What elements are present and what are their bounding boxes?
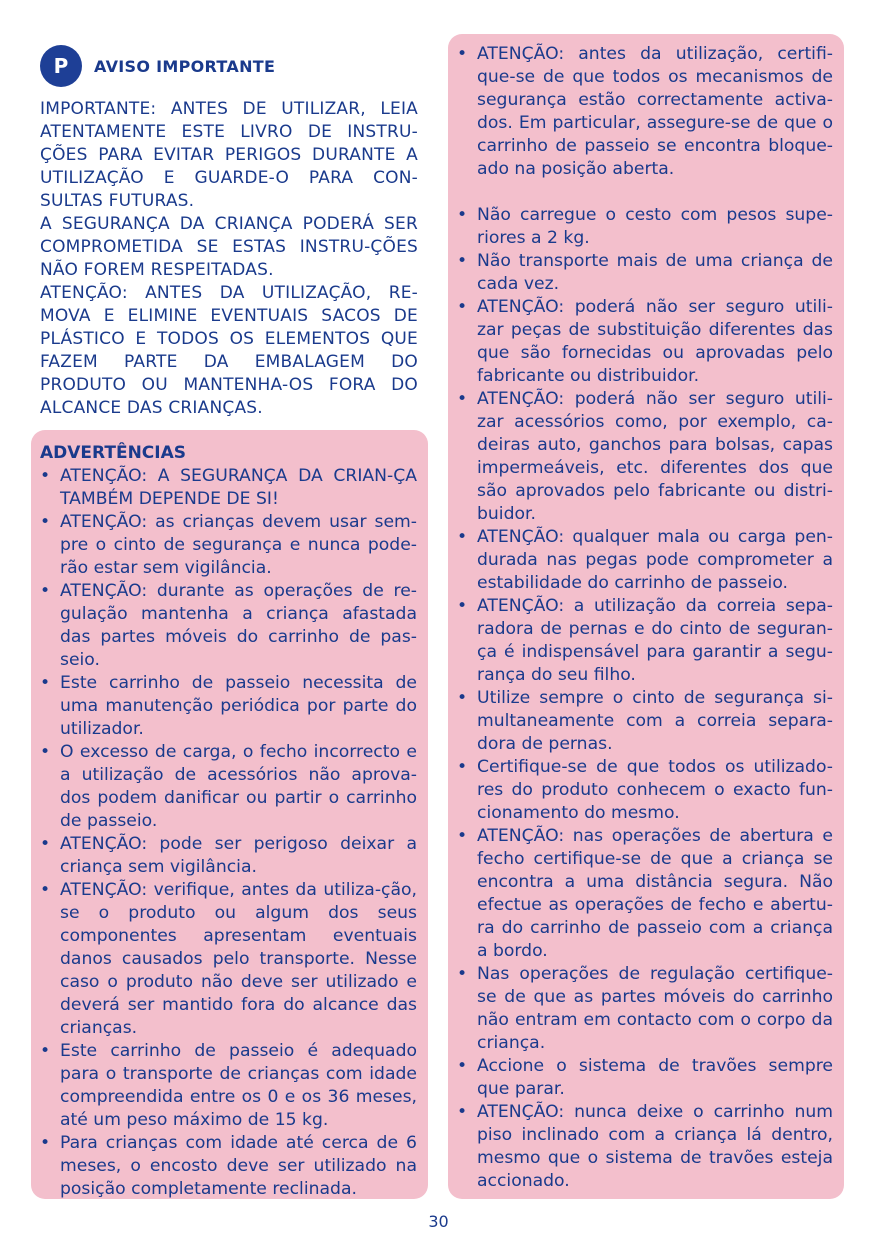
warning-item: • O excesso de carga, o fecho incorrecto e a utilização de acessórios não aprova-dos podem danificar ou partir o carrinho de passeio.	[40, 741, 417, 833]
warning-item: • ATENÇÃO: poderá não ser seguro utili-zar peças de substituição diferentes das que são fornecidas ou aprovadas pelo fabricante ou distribuidor.	[457, 296, 833, 388]
warnings-box-left	[31, 430, 428, 1199]
warning-item: • ATENÇÃO: nas operações de abertura e fecho certifique-se de que a criança se encontra a uma distância segura. Não efectue as operações de fecho e abertu-ra do carrinho de passeio com a criança a bordo.	[457, 825, 833, 963]
warning-item: • ATENÇÃO: poderá não ser seguro utili-zar acessórios como, por exemplo, ca-deiras auto, ganchos para bolsas, capas impermeáveis, etc. diferentes dos que são aprovados pelo fabricante ou distri-buidor.	[457, 388, 833, 526]
warning-item: • ATENÇÃO: pode ser perigoso deixar a criança sem vigilância.	[40, 833, 417, 879]
warning-item: • ATENÇÃO: verifique, antes da utiliza-ção, se o produto ou algum dos seus componentes apresentam eventuais danos causados pelo transporte. Nesse caso o produto não deve ser utilizado e deverá ser mantido fora do alcance das crianças.	[40, 879, 417, 1040]
warning-item: • ATENÇÃO: antes da utilização, certifi-que-se de que todos os mecanismos de segurança estão correctamente activa-dos. Em particular, assegure-se de que o carrinho de passeio se encontra bloque-ado na posição aberta.	[457, 43, 833, 181]
warning-item: • Não transporte mais de uma criança de cada vez.	[457, 250, 833, 296]
intro-paragraph: IMPORTANTE: ANTES DE UTILIZAR, LEIA ATENTAMENTE ESTE LIVRO DE INSTRU-ÇÕES PARA EVITAR PERIGOS DURANTE A UTILIZAÇÃO E GUARDE-O PARA CON-SULTAS FUTURAS.	[40, 99, 418, 211]
warning-item: • Para crianças com idade até cerca de 6 meses, o encosto deve ser utilizado na posição completamente reclinada.	[40, 1132, 417, 1201]
intro-paragraph: ATENÇÃO: ANTES DA UTILIZAÇÃO, RE-MOVA E ELIMINE EVENTUAIS SACOS DE PLÁSTICO E TODOS OS ELEMENTOS QUE FAZEM PARTE DA EMBALAGEM DO PRODUTO OU MANTENHA-OS FORA DO ALCANCE DAS CRIANÇAS.	[40, 283, 418, 418]
warning-item: • Não carregue o cesto com pesos supe-riores a 2 kg.	[457, 204, 833, 250]
warning-item: • ATENÇÃO: as crianças devem usar sem-pre o cinto de segurança e nunca pode-rão estar sem vigilância.	[40, 511, 417, 580]
warning-item: • ATENÇÃO: durante as operações de re-gulação mantenha a criança afastada das partes móveis do carrinho de pas-seio.	[40, 580, 417, 672]
warning-item: • ATENÇÃO: a utilização da correia sepa-radora de pernas e do cinto de seguran-ça é indispensável para garantir a segu-rança do seu filho.	[457, 595, 833, 687]
intro-text	[40, 98, 418, 420]
warning-item: • Utilize sempre o cinto de segurança si-multaneamente com a correia separa-dora de pernas.	[457, 687, 833, 756]
warning-item: • ATENÇÃO: qualquer mala ou carga pen-durada nas pegas pode comprometer a estabilidade do carrinho de passeio.	[457, 526, 833, 595]
warning-item: • ATENÇÃO: A SEGURANÇA DA CRIAN-ÇA TAMBÉM DEPENDE DE SI!	[40, 465, 417, 511]
language-badge: P	[40, 45, 82, 87]
page-number: 30	[428, 1212, 449, 1231]
intro-paragraph: A SEGURANÇA DA CRIANÇA PODERÁ SER COMPROMETIDA SE ESTAS INSTRU-ÇÕES NÃO FOREM RESPEITADAS.	[40, 214, 418, 280]
warning-item: • Nas operações de regulação certifique-se de que as partes móveis do carrinho não entram em contacto com o corpo da criança.	[457, 963, 833, 1055]
warnings-box-right	[448, 34, 844, 1199]
warning-item: • ATENÇÃO: nunca deixe o carrinho num piso inclinado com a criança lá dentro, mesmo que o sistema de travões esteja accionado.	[457, 1101, 833, 1193]
warning-item: • Este carrinho de passeio necessita de uma manutenção periódica por parte do utilizador.	[40, 672, 417, 741]
warning-item: • Este carrinho de passeio é adequado para o transporte de crianças com idade compreendida entre os 0 e os 36 meses, até um peso máximo de 15 kg.	[40, 1040, 417, 1132]
section-header	[40, 45, 275, 87]
warnings-title: ADVERTÊNCIAS	[40, 443, 187, 463]
section-title: AVISO IMPORTANTE	[94, 56, 276, 76]
warnings-list-right	[457, 43, 833, 1193]
warnings-list-left	[40, 465, 417, 1201]
warning-item: • Certifique-se de que todos os utilizado-res do produto conhecem o exacto fun-cionamento do mesmo.	[457, 756, 833, 825]
warning-item: • Accione o sistema de travões sempre que parar.	[457, 1055, 833, 1101]
